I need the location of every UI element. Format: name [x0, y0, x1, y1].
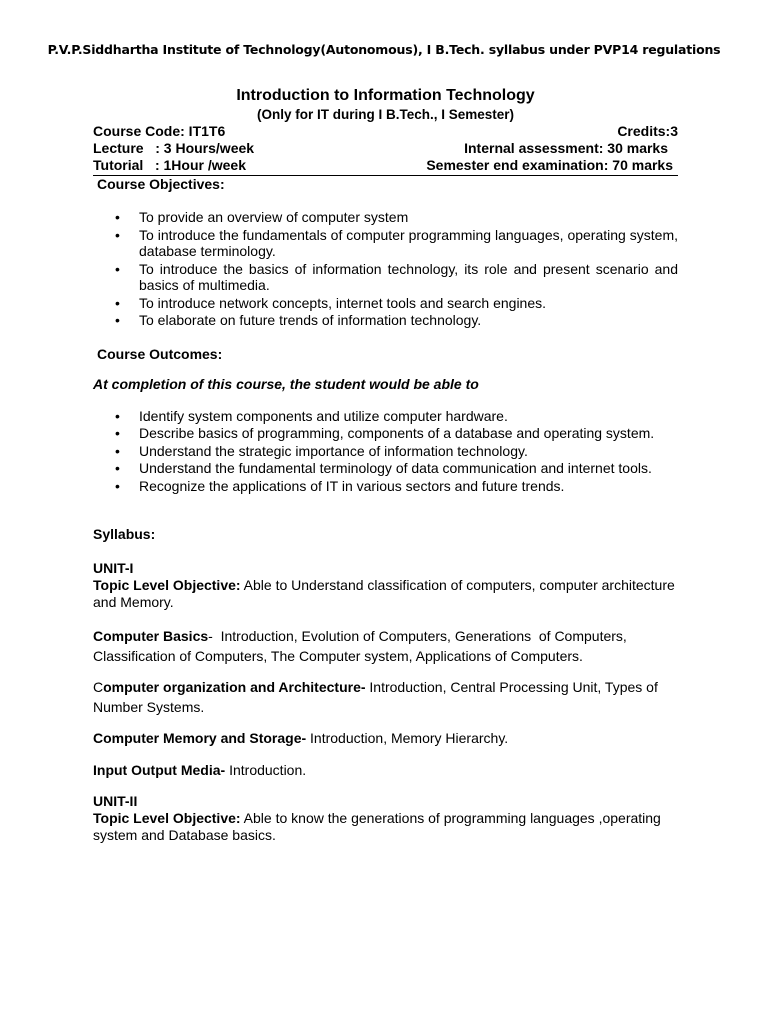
course-code: Course Code: IT1T6	[93, 123, 226, 139]
input-output-media: Input Output Media- Introduction.	[93, 761, 307, 778]
outcomes-intro: At completion of this course, the student would be able to	[93, 375, 479, 392]
list-item: • Identify system components and utilize computer hardware.	[115, 407, 508, 424]
course-title: Introduction to Information Technology	[236, 87, 535, 104]
list-item: • Describe basics of programming, components of a database and operating system.	[115, 425, 655, 441]
objectives-heading: Course Objectives:	[97, 176, 225, 192]
lecture-hours: Lecture : 3 Hours/week	[93, 140, 255, 156]
computer-basics: Computer Basics- Introduction, Evolution of Computers, Generations of Computers, Classification of Computers, The Computer system, Applications of Computers.	[93, 628, 631, 664]
unit1-title: UNIT-I	[93, 560, 134, 576]
list-item: • To introduce the basics of information technology, its role and present scenario and basics of multimedia.	[115, 260, 678, 293]
list-item: • Recognize the applications of IT in various sectors and future trends.	[115, 477, 565, 494]
computer-memory: Computer Memory and Storage- Introduction, Memory Hierarchy.	[93, 730, 509, 746]
objectives-list	[93, 209, 690, 329]
bullet-icon: •	[115, 425, 120, 441]
credits: Credits:3	[617, 123, 678, 139]
info-row-code	[93, 123, 678, 140]
list-item: • To introduce the fundamentals of computer programming languages, operating system, database terminology.	[115, 226, 690, 259]
syllabus-heading: Syllabus:	[93, 526, 156, 542]
page-header: P.V.P.Siddhartha Institute of Technology(Autonomous), I B.Tech. syllabus under PVP14 regulations	[47, 42, 721, 57]
tutorial-hours: Tutorial : 1Hour /week	[93, 157, 246, 173]
list-item: • To elaborate on future trends of information technology.	[115, 312, 482, 328]
bullet-icon: •	[115, 477, 120, 494]
outcomes-heading: Course Outcomes:	[97, 345, 223, 362]
list-item: • To provide an overview of computer system	[115, 209, 409, 225]
semester-end-exam: Semester end examination: 70 marks	[426, 157, 673, 173]
bullet-icon: •	[115, 442, 120, 459]
unit1-objective: Topic Level Objective: Able to Understand classification of computers, computer architecture and Memory.	[93, 577, 675, 610]
document-body	[93, 86, 690, 844]
list-item: • Understand the strategic importance of information technology.	[115, 442, 528, 459]
list-item: • To introduce network concepts, internet tools and search engines.	[115, 294, 547, 311]
bullet-icon: •	[115, 460, 120, 476]
bullet-icon: •	[115, 209, 120, 225]
bullet-icon: •	[115, 226, 120, 243]
internal-assessment: Internal assessment: 30 marks	[464, 140, 668, 156]
list-item: • Understand the fundamental terminology of data communication and internet tools.	[115, 460, 652, 476]
info-row-lecture	[93, 140, 678, 157]
unit2-title: UNIT-II	[93, 793, 138, 809]
bullet-icon: •	[115, 260, 120, 277]
bullet-icon: •	[115, 312, 120, 328]
info-row-tutorial	[93, 157, 678, 174]
bullet-icon: •	[115, 407, 120, 424]
course-subtitle: (Only for IT during I B.Tech., I Semester)	[256, 107, 515, 122]
outcomes-list	[93, 408, 678, 495]
bullet-icon: •	[115, 294, 120, 311]
unit2-objective: Topic Level Objective: Able to know the generations of programming languages ,operating system and Database basics.	[93, 810, 661, 843]
computer-organization: Computer organization and Architecture- Introduction, Central Processing Unit, Types of Number Systems.	[93, 679, 658, 715]
